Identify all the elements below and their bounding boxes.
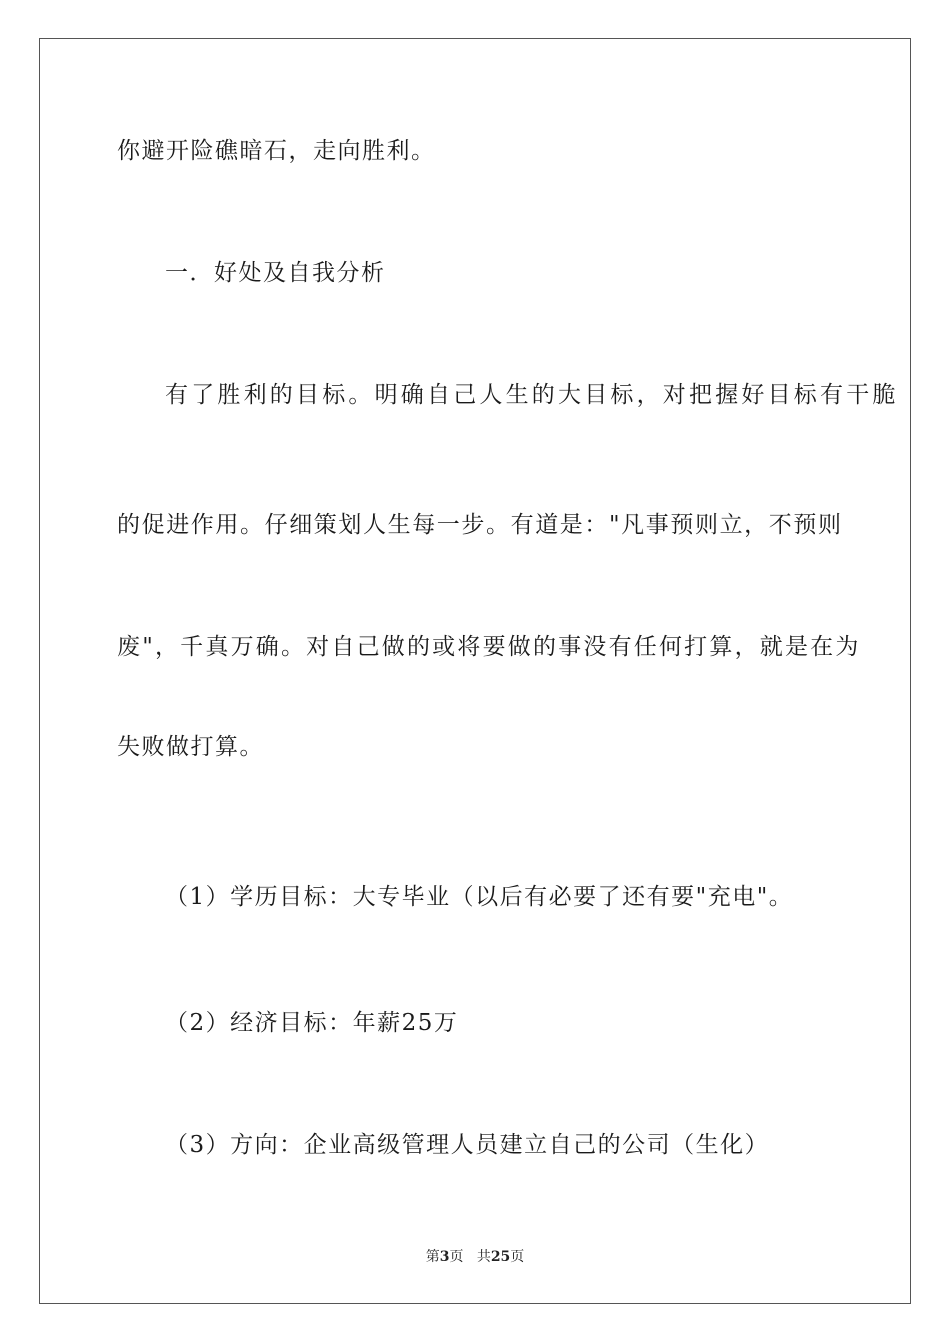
paragraph-line [117, 632, 861, 662]
page-border [39, 38, 911, 1304]
page-footer [0, 1248, 950, 1266]
paragraph-line-text: 有了胜利的目标。明确自己人生的大目标，对把握好目标有干脆 [165, 382, 899, 408]
paragraph-line: 你避开险礁暗石，走向胜利。 [117, 138, 436, 164]
list-item: （1）学历目标：大专毕业（以后有必要了还有要"充电"。 [165, 884, 794, 910]
list-item: （3）方向：企业高级管理人员建立自己的公司（生化） [165, 1132, 770, 1158]
footer-total-pages: 25 [490, 1249, 511, 1265]
footer-total-prefix: 共 [476, 1249, 491, 1265]
footer-total-suffix: 页 [510, 1249, 525, 1265]
paragraph-line: 失败做打算。 [117, 734, 264, 760]
footer-page-number: 3 [439, 1249, 450, 1265]
section-heading: 一．好处及自我分析 [165, 260, 386, 286]
paragraph-line [117, 510, 843, 540]
paragraph-line-text: 废"，千真万确。对自己做的或将要做的事没有任何打算，就是在为 [117, 634, 861, 660]
footer-prefix: 第 [425, 1249, 440, 1265]
paragraph-line-text: 的促进作用。仔细策划人生每一步。有道是："凡事预则立，不预则 [117, 512, 843, 538]
footer-page-suffix: 页 [449, 1249, 464, 1265]
paragraph-line [165, 380, 899, 410]
list-item: （2）经济目标：年薪25万 [165, 1010, 459, 1036]
